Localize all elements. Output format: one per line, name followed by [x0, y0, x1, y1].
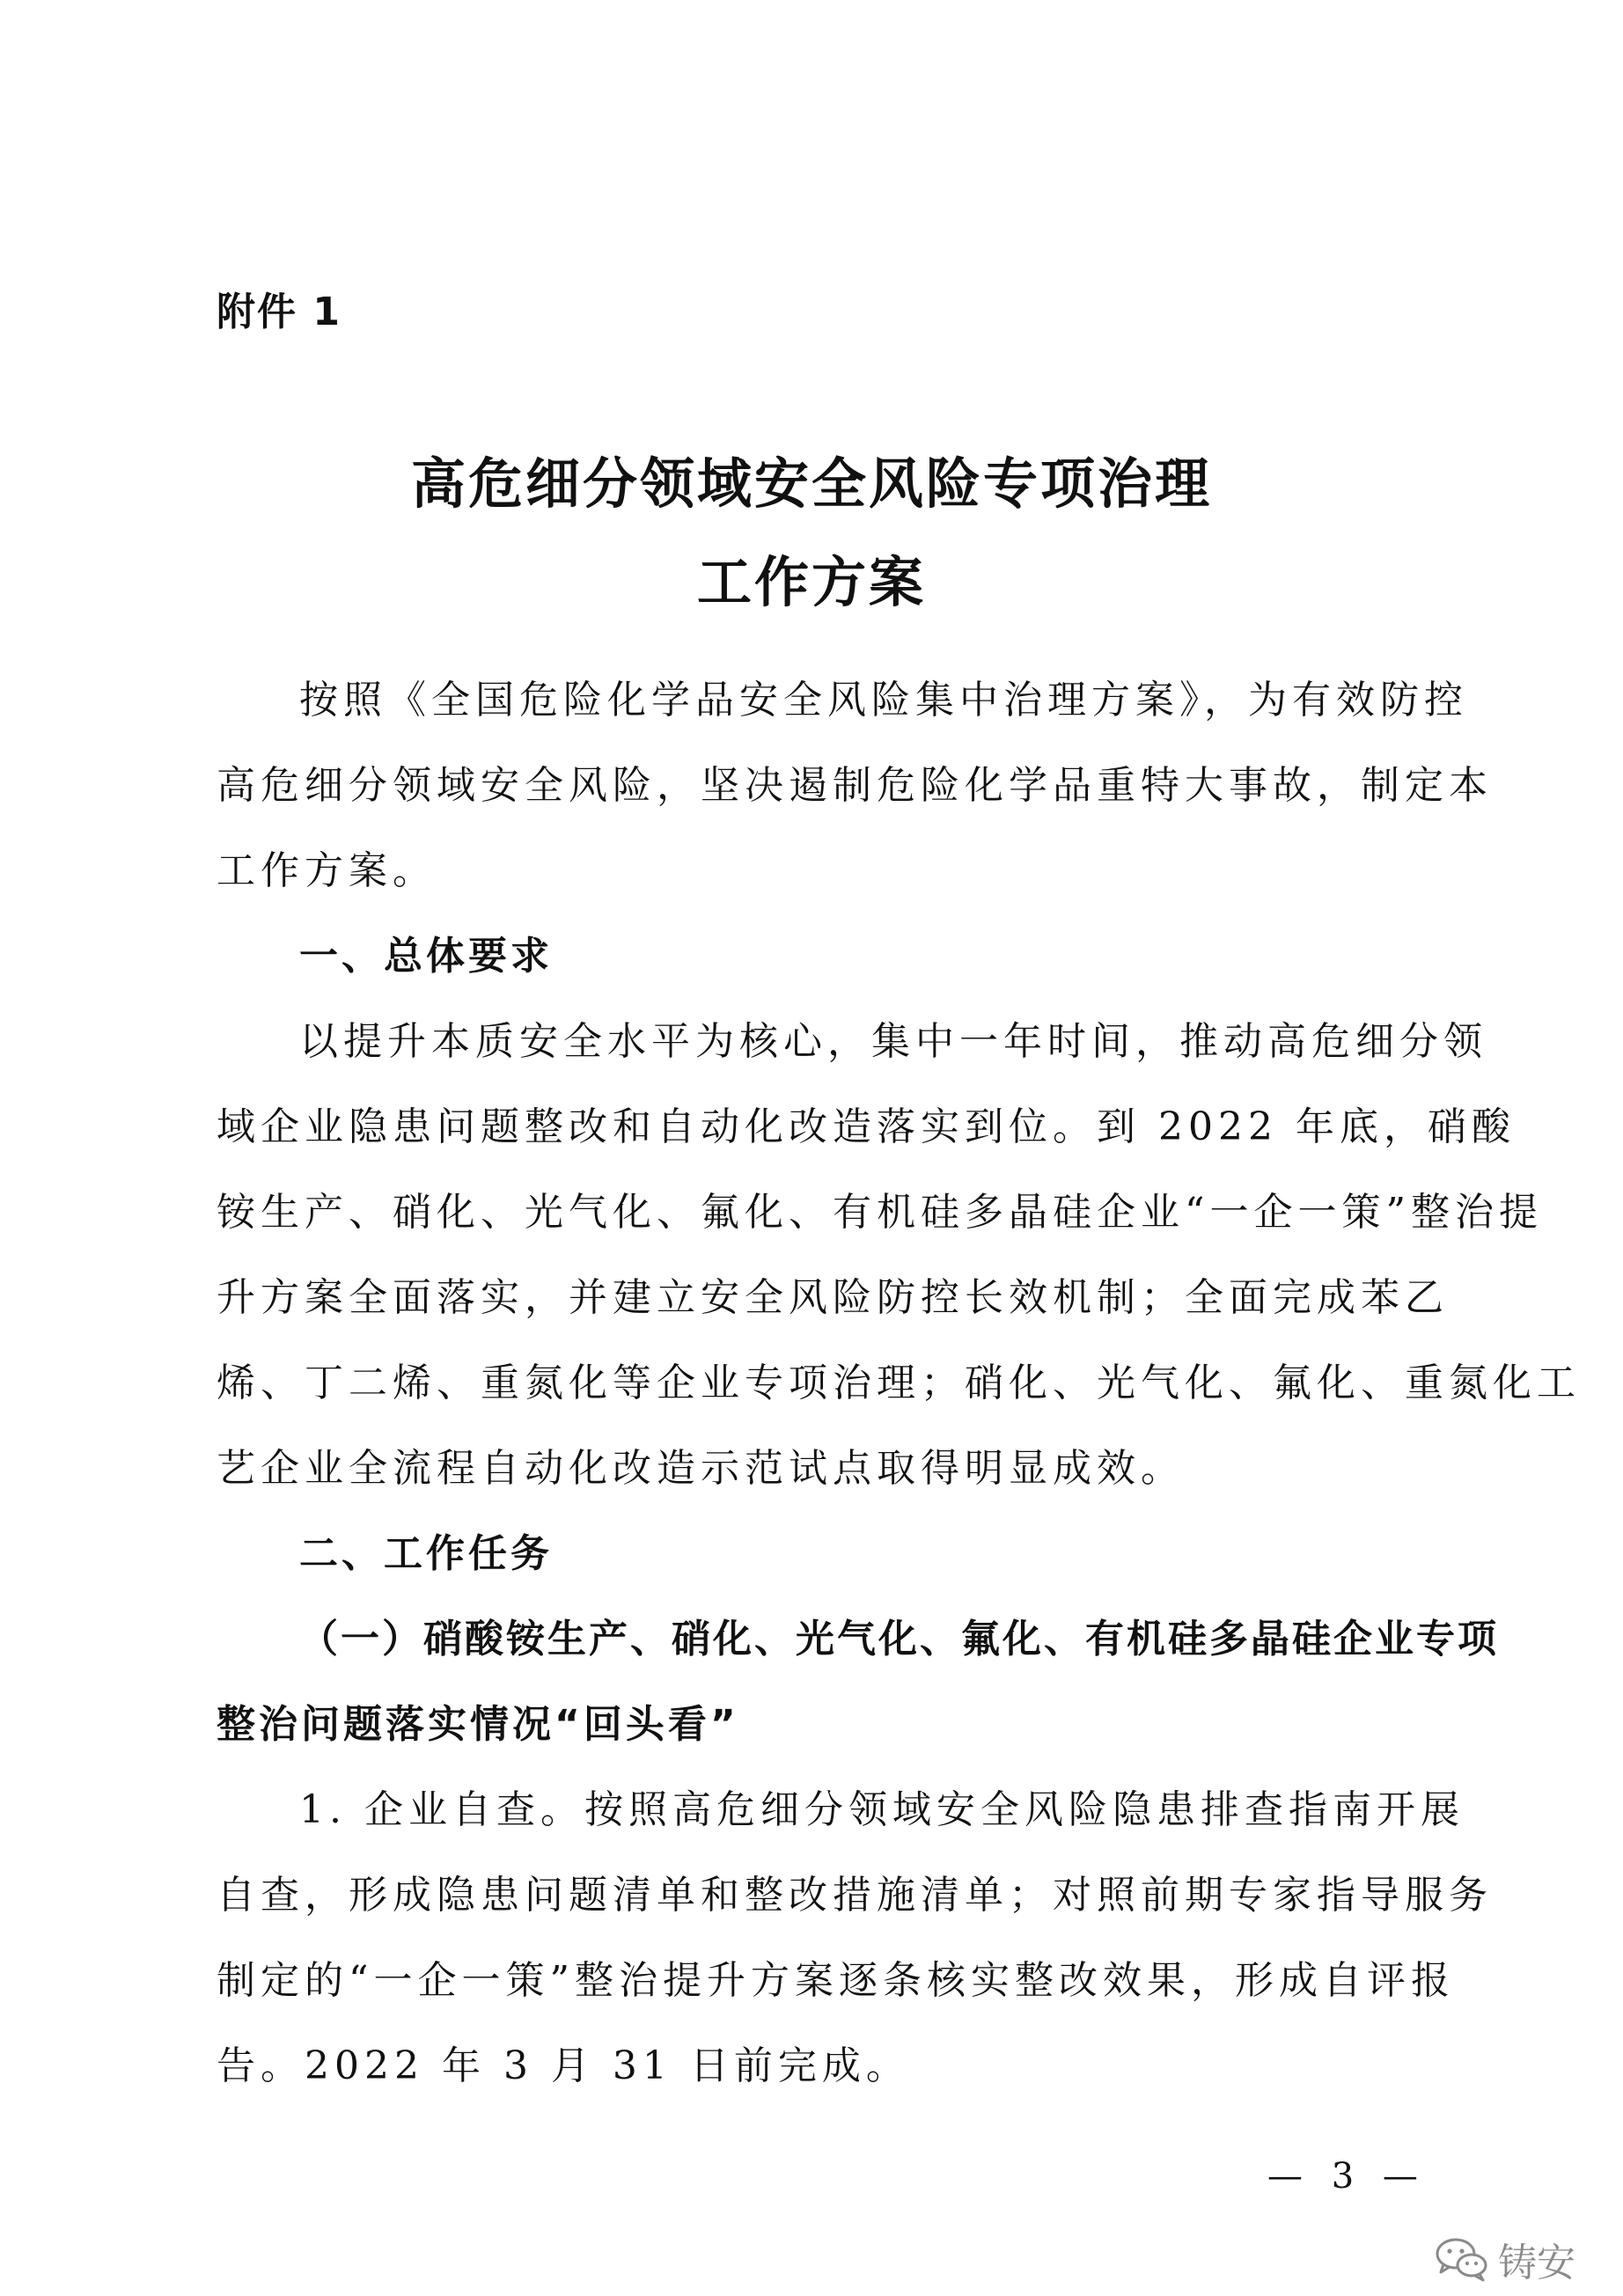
section-2-subheading-line-1: （一）硝酸铵生产、硝化、光气化、氟化、有机硅多晶硅企业专项	[299, 1617, 1499, 1661]
intro-line-2: 高危细分领域安全风险，坚决遏制危险化学品重特大事故，制定本	[217, 763, 1493, 808]
attachment-label: 附件 1	[217, 290, 341, 334]
document-title-line-1: 高危细分领域安全风险专项治理	[410, 451, 1212, 516]
section-1-line-1: 以提升本质安全水平为核心，集中一年时间，推动高危细分领	[299, 1019, 1487, 1064]
wechat-icon	[1435, 2236, 1489, 2282]
section-1-line-4: 升方案全面落实，并建立安全风险防控长效机制；全面完成苯乙	[217, 1275, 1449, 1320]
item-1-line-4: 告。2022 年 3 月 31 日前完成。	[217, 2043, 910, 2088]
watermark-text: 铸安	[1498, 2241, 1575, 2285]
document-title-line-2: 工作方案	[696, 550, 926, 614]
section-1-line-2: 域企业隐患问题整改和自动化改造落实到位。到 2022 年底，硝酸	[217, 1104, 1516, 1149]
section-2-heading: 二、工作任务	[299, 1531, 553, 1576]
section-1-line-5: 烯、丁二烯、重氮化等企业专项治理；硝化、光气化、氟化、重氮化工	[217, 1361, 1581, 1405]
item-1-line-3: 制定的“一企一策”整治提升方案逐条核实整改效果，形成自评报	[217, 1958, 1455, 2003]
item-1-line-1: 1. 企业自查。按照高危细分领域安全风险隐患排查指南开展	[299, 1787, 1465, 1832]
page-number: — 3 —	[1267, 2156, 1427, 2197]
intro-line-1: 按照《全国危险化学品安全风险集中治理方案》，为有效防控	[299, 678, 1468, 723]
intro-line-3: 工作方案。	[217, 848, 437, 893]
section-1-heading: 一、总体要求	[299, 934, 553, 979]
section-1-line-3: 铵生产、硝化、光气化、氟化、有机硅多晶硅企业“一企一策”整治提	[217, 1190, 1543, 1235]
item-1-line-2: 自查，形成隐患问题清单和整改措施清单；对照前期专家指导服务	[217, 1873, 1493, 1918]
section-2-subheading-line-2: 整治问题落实情况“回头看”	[217, 1702, 739, 1747]
watermark	[1435, 2231, 1575, 2287]
section-1-line-6: 艺企业全流程自动化改造示范试点取得明显成效。	[217, 1446, 1185, 1491]
